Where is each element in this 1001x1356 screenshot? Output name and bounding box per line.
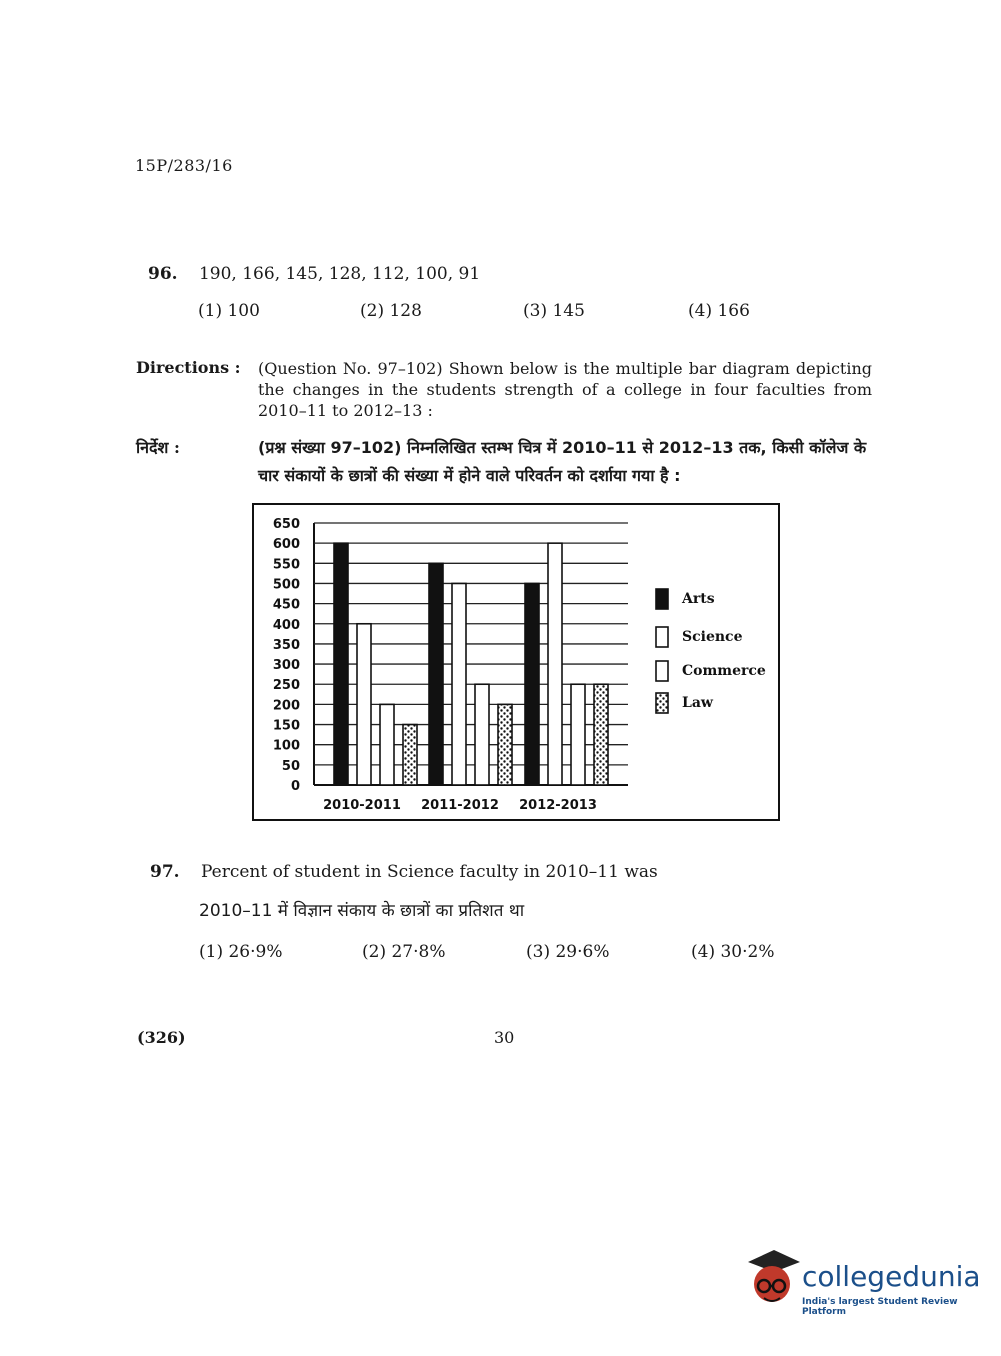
legend-label-commerce: Commerce [682, 663, 766, 679]
hindi-directions-text: (प्रश्न संख्या 97–102) निम्नलिखित स्तम्भ चित्र में 2010–11 से 2012–13 तक, किसी कॉलेज के चार संकायों के छात्रों की संख्या में होने वाले परिवर्तन को दर्शाया गया है : [258, 438, 867, 485]
question-number: 96. [148, 264, 178, 284]
legend-swatch-science [656, 627, 668, 647]
legend-label-arts: Arts [682, 591, 715, 607]
q97-option-1: (1) 26·9% [199, 942, 283, 962]
q96-option-2: (2) 128 [360, 301, 422, 321]
bar-law-2010-2011 [403, 725, 417, 785]
y-tick-label: 150 [272, 718, 300, 734]
y-tick-label: 550 [272, 557, 300, 573]
y-tick-label: 350 [272, 637, 300, 653]
q96-option-3: (3) 145 [523, 301, 585, 321]
x-tick-label: 2011-2012 [421, 798, 499, 813]
y-tick-label: 100 [272, 738, 300, 754]
y-tick-label: 200 [272, 698, 300, 714]
y-tick-label: 600 [272, 537, 300, 553]
page-number: 30 [494, 1028, 515, 1047]
question-text: Percent of student in Science faculty in 2010–11 was [200, 862, 658, 882]
bar-chart [254, 505, 778, 819]
y-tick-label: 50 [281, 758, 300, 774]
y-tick-label: 300 [272, 658, 300, 674]
bar-commerce-2011-2012 [475, 684, 489, 785]
directions-text: (Question No. 97–102) Shown below is the multiple bar diagram depicting the changes in the students strength of a college in four faculties from 2010–11 to 2012–13 : [258, 359, 872, 420]
q97-option-4: (4) 30·2% [691, 942, 775, 962]
question-96 [148, 264, 480, 284]
brand-tagline: India's largest Student Review Platform [802, 1297, 958, 1317]
q96-option-1: (1) 100 [198, 301, 260, 321]
question-97-hindi: 2010–11 में विज्ञान संकाय के छात्रों का प्रतिशत था [199, 901, 525, 921]
bar-law-2011-2012 [498, 704, 512, 785]
y-tick-label: 650 [272, 517, 300, 532]
legend-swatch-commerce [656, 661, 668, 681]
paper-code: 15P/283/16 [135, 156, 233, 175]
x-tick-label: 2012-2013 [519, 798, 597, 813]
q97-option-2: (2) 27·8% [362, 942, 446, 962]
y-tick-label: 400 [272, 617, 300, 633]
y-tick-label: 250 [272, 678, 300, 694]
bar-arts-2011-2012 [429, 563, 443, 785]
bar-chart-frame [252, 503, 780, 821]
bar-arts-2010-2011 [334, 543, 348, 785]
brand-name: collegedunia [802, 1260, 981, 1293]
q96-option-4: (4) 166 [688, 301, 750, 321]
bar-commerce-2012-2013 [571, 684, 585, 785]
bar-law-2012-2013 [594, 684, 608, 785]
directions-label: Directions : [136, 358, 241, 377]
legend-label-law: Law [682, 695, 713, 711]
y-tick-label: 500 [272, 577, 300, 593]
y-tick-label: 0 [290, 779, 300, 794]
question-number: 97. [150, 862, 180, 882]
bar-science-2011-2012 [452, 583, 466, 785]
legend-swatch-law [656, 693, 668, 713]
footer-code: (326) [137, 1028, 186, 1047]
hindi-directions-label: निर्देश : [136, 438, 180, 457]
bar-science-2010-2011 [357, 624, 371, 785]
question-97 [150, 862, 658, 882]
bar-arts-2012-2013 [525, 583, 539, 785]
question-sequence: 190, 166, 145, 128, 112, 100, 91 [198, 264, 481, 284]
legend-label-science: Science [682, 629, 743, 645]
legend-swatch-arts [656, 589, 668, 609]
q97-option-3: (3) 29·6% [526, 942, 610, 962]
collegedunia-logo-icon [744, 1248, 802, 1308]
x-tick-label: 2010-2011 [323, 798, 401, 813]
bar-commerce-2010-2011 [380, 704, 394, 785]
y-tick-label: 450 [272, 597, 300, 613]
bar-science-2012-2013 [548, 543, 562, 785]
